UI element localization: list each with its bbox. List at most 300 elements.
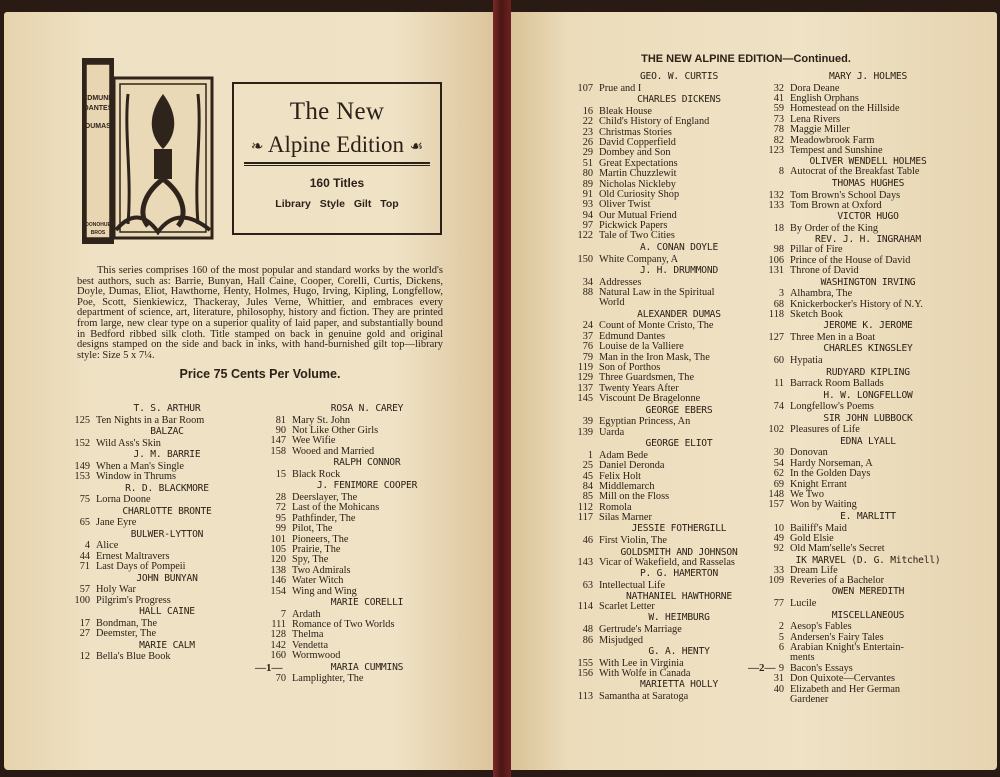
author-heading: GEORGE EBERS: [645, 404, 713, 416]
catalog-number: 109: [768, 575, 784, 587]
book-title: Donovan: [790, 447, 828, 459]
page-number-left: —1—: [255, 662, 283, 674]
book-title: Natural Law in the Spiritual: [599, 287, 715, 298]
catalog-number: 139: [577, 426, 593, 438]
book-title: Thelma: [292, 629, 324, 641]
book-title: Viscount De Bragelonne: [599, 393, 701, 405]
book-title: Meadowbrook Farm: [790, 134, 875, 146]
catalog-entry: [773, 673, 946, 685]
book-title: Knight Errant: [790, 478, 847, 490]
catalog-number: 133: [768, 199, 784, 211]
author-heading: J. H. DRUMMOND: [639, 264, 719, 276]
catalog-entry: [577, 253, 759, 265]
author-heading: OLIVER WENDELL HOLMES: [809, 156, 927, 168]
catalog-number: 95: [275, 512, 286, 524]
book-title: Wild Ass's Skin: [96, 437, 161, 449]
catalog-number: 44: [79, 550, 90, 562]
book-title: Mill on the Floss: [599, 491, 670, 503]
book-title: Wee Wifie: [292, 435, 336, 447]
catalog-number: 41: [773, 93, 784, 105]
book-title: Scarlet Letter: [599, 601, 655, 613]
book-title: Andersen's Fairy Tales: [790, 631, 884, 643]
book-title: Reveries of a Bachelor: [790, 575, 885, 587]
catalog-number: 59: [773, 103, 784, 115]
author-heading: MARIA CUMMINS: [330, 661, 404, 673]
catalog-entry: [768, 265, 946, 277]
catalog-number: 24: [582, 320, 593, 332]
book-title: Gertrude's Marriage: [599, 624, 682, 636]
author-heading: MISCELLANEOUS: [831, 609, 905, 621]
book-title: Two Admirals: [292, 564, 351, 576]
book-title: Wormwood: [292, 650, 341, 662]
catalog-number: 123: [768, 145, 784, 157]
book-title: Nicholas Nickleby: [599, 178, 676, 190]
book-title: Count of Monte Cristo, The: [599, 320, 714, 332]
book-title: Pathfinder, The: [292, 512, 356, 524]
spine-text-line-1: EDMUND: [82, 95, 114, 102]
author-heading: THOMAS HUGHES: [831, 177, 905, 189]
catalog-number: 65: [79, 517, 90, 529]
book-title: Pilot, The: [292, 523, 333, 535]
book-gutter: [493, 0, 511, 777]
book-title: Elizabeth and Her German: [790, 683, 901, 695]
catalog-number: 113: [577, 691, 593, 703]
author-heading: T. S. ARTHUR: [133, 403, 201, 414]
author-heading: ALEXANDER DUMAS: [637, 308, 721, 320]
catalog-number: 97: [582, 220, 593, 232]
series-title-text: Alpine Edition: [267, 132, 404, 157]
catalog-number: 72: [275, 502, 286, 514]
catalog-number: 9: [778, 662, 784, 674]
catalog-number: 76: [582, 341, 593, 353]
book-title: Middlemarch: [599, 480, 655, 492]
catalog-number: 1: [587, 449, 593, 461]
book-title: Maggie Miller: [790, 124, 850, 136]
catalog-number: 143: [577, 556, 593, 568]
catalog-number: 120: [270, 554, 286, 566]
catalog-number: 54: [773, 457, 784, 469]
catalog-number: 90: [275, 425, 286, 437]
catalog-number: 69: [773, 478, 784, 490]
catalog-number: 5: [778, 631, 784, 643]
catalog-number: 148: [768, 489, 784, 501]
catalog-number: 146: [270, 575, 286, 587]
catalog-entry: [774, 378, 946, 390]
catalog-number: 60: [773, 355, 784, 367]
catalog-entry: [768, 309, 946, 320]
catalog-number: 155: [577, 657, 593, 669]
book-title: Aesop's Fables: [790, 621, 852, 633]
book-title: Uarda: [599, 426, 625, 438]
catalog-number: 106: [768, 254, 784, 266]
author-heading: JOHN BUNYAN: [136, 572, 198, 584]
book-title: Prairie, The: [292, 543, 341, 555]
book-title: David Copperfield: [599, 136, 676, 148]
catalog-number: 98: [773, 244, 784, 256]
catalog-entry: [577, 230, 759, 242]
catalog-number: 68: [773, 298, 784, 310]
book-title: Three Men in a Boat: [790, 332, 876, 344]
catalog-number: 33: [773, 564, 784, 576]
left-column-2: [270, 403, 442, 685]
spine-text-line-5: BROS: [90, 230, 106, 236]
catalog-entry: [768, 199, 946, 211]
book-title: Daniel Deronda: [599, 460, 665, 472]
book-title: Bella's Blue Book: [96, 651, 171, 663]
catalog-number: 84: [582, 480, 593, 492]
book-title: Misjudged: [599, 634, 644, 646]
catalog-number: 75: [79, 494, 90, 506]
book-title: English Orphans: [790, 93, 859, 105]
author-heading: A. CONAN DOYLE: [639, 241, 719, 253]
book-title: Pickwick Papers: [599, 220, 668, 232]
catalog-number: 88: [582, 287, 593, 298]
book-title: Prince of the House of David: [790, 254, 911, 266]
book-title: Prue and I: [599, 82, 642, 94]
book-title: Dombey and Son: [599, 147, 671, 159]
author-heading: GEO. W. CURTIS: [639, 71, 719, 82]
author-heading: HALL CAINE: [139, 606, 195, 618]
book-title: Dora Deane: [790, 82, 840, 94]
catalog-entry: [270, 575, 442, 587]
page-heading: THE NEW ALPINE EDITION—Continued.: [641, 53, 851, 65]
book-title: Louise de la Valliere: [599, 341, 684, 353]
catalog-number: 149: [74, 460, 90, 472]
catalog-number: 48: [582, 624, 593, 636]
catalog-number: 26: [582, 136, 593, 148]
book-title: When a Man's Single: [96, 460, 184, 472]
book-title: Silas Marner: [599, 512, 652, 524]
author-heading: VICTOR HUGO: [837, 211, 899, 223]
catalog-number: 128: [270, 629, 286, 641]
catalog-number: 37: [582, 330, 593, 342]
catalog-entry: [79, 494, 238, 506]
catalog-number: 77: [773, 598, 784, 610]
book-title: Homestead on the Hillside: [790, 103, 900, 115]
book-title: Intellectual Life: [599, 579, 666, 591]
book-title: Pioneers, The: [292, 533, 349, 545]
catalog-number: 92: [773, 543, 784, 555]
author-heading: P. G. HAMERTON: [639, 567, 719, 579]
catalog-number: 62: [773, 468, 784, 480]
catalog-entry: [582, 624, 759, 636]
title-rule: [244, 162, 430, 166]
book-title: Edmund Dantes: [599, 330, 666, 342]
catalog-number: 94: [582, 209, 593, 221]
book-title: Arabian Knight's Entertain-: [790, 642, 904, 653]
catalog-number: 8: [778, 166, 784, 178]
author-heading: J. M. BARRIE: [133, 449, 201, 461]
catalog-number: 25: [582, 460, 593, 472]
book-title: Martin Chuzzlewit: [599, 168, 677, 180]
catalog-number: 71: [79, 561, 90, 573]
catalog-number: 138: [270, 564, 286, 576]
book-title: Jane Eyre: [96, 517, 137, 529]
catalog-entry: [577, 601, 759, 613]
author-heading: CHARLES KINGSLEY: [823, 343, 913, 355]
catalog-number: 150: [577, 253, 593, 265]
catalog-number: 153: [74, 471, 90, 483]
catalog-entry: [577, 82, 759, 94]
catalog-number: 70: [275, 673, 286, 685]
author-heading: J. FENIMORE COOPER: [316, 480, 418, 492]
book-title: Bailiff's Maid: [790, 522, 847, 534]
author-heading: H. W. LONGFELLOW: [823, 389, 913, 401]
catalog-entry: [768, 575, 946, 587]
catalog-number: 117: [577, 512, 593, 524]
book-title: Christmas Stories: [599, 126, 672, 138]
book-title: Ten Nights in a Bar Room: [96, 414, 205, 426]
catalog-number: 39: [582, 416, 593, 428]
catalog-number: 12: [79, 651, 90, 663]
book-title: Alhambra, The: [790, 288, 853, 300]
author-heading: MARY J. HOLMES: [828, 71, 908, 82]
catalog-entry: [582, 116, 759, 128]
catalog-entry: [768, 424, 946, 436]
book-title: Deerslayer, The: [292, 492, 358, 504]
catalog-number: 122: [577, 230, 593, 242]
author-heading: G. A. HENTY: [648, 645, 710, 657]
book-title: By Order of the King: [790, 222, 879, 234]
book-title: World: [599, 297, 625, 309]
book-title: With Lee in Virginia: [599, 657, 684, 669]
catalog-number: 46: [582, 535, 593, 547]
book-title: Sketch Book: [790, 309, 843, 320]
catalog-entry: [768, 145, 946, 157]
book-title: Oliver Twist: [599, 199, 651, 211]
price-heading: Price 75 Cents Per Volume.: [179, 367, 341, 381]
catalog-entry: [778, 166, 946, 178]
catalog-number: 93: [582, 199, 593, 211]
author-heading: JESSIE FOTHERGILL: [631, 523, 727, 535]
catalog-number: 18: [773, 222, 784, 234]
catalog-number: 10: [773, 522, 784, 534]
catalog-entry: [74, 414, 238, 426]
book-title: ments: [790, 652, 815, 664]
spine-text-line-4: DONOHUE: [85, 222, 111, 228]
book-title: Romance of Two Worlds: [292, 619, 395, 630]
catalog-number: 152: [74, 437, 90, 449]
book-title: Last Days of Pompeii: [96, 561, 186, 573]
catalog-entry: [790, 695, 946, 705]
catalog-number: 156: [577, 667, 593, 679]
page-number-right: —2—: [748, 662, 776, 674]
book-title: Vendetta: [292, 639, 329, 651]
book-title: Holy War: [96, 584, 136, 596]
left-column-1: [74, 403, 238, 663]
book-title: Hypatia: [790, 355, 823, 367]
book-emblem-illustration: [78, 54, 218, 248]
book-title: With Wolfe in Canada: [599, 667, 691, 679]
book-title: Won by Waiting: [790, 499, 857, 511]
author-heading: EDNA LYALL: [840, 435, 896, 447]
catalog-number: 157: [768, 499, 784, 511]
book-title: Ardath: [292, 608, 321, 620]
catalog-number: 31: [773, 673, 784, 685]
catalog-number: 4: [84, 540, 90, 552]
book-title: Knickerbocker's History of N.Y.: [790, 298, 923, 310]
catalog-number: 34: [582, 276, 593, 288]
catalog-entry: [577, 691, 759, 703]
catalog-number: 160: [270, 650, 286, 662]
author-heading: RALPH CONNOR: [333, 457, 401, 469]
catalog-number: 15: [275, 468, 286, 480]
catalog-number: 63: [582, 579, 593, 591]
catalog-number: 51: [582, 157, 593, 169]
catalog-number: 16: [582, 105, 593, 117]
catalog-entry: [582, 460, 759, 472]
catalog-number: 147: [270, 435, 286, 447]
catalog-number: 78: [773, 124, 784, 136]
book-title: Vicar of Wakefield, and Rasselas: [599, 556, 735, 568]
author-heading: R. D. BLACKMORE: [125, 482, 209, 494]
book-title: Not Like Other Girls: [292, 425, 379, 437]
catalog-number: 82: [773, 134, 784, 146]
author-heading: OWEN MEREDITH: [831, 586, 905, 598]
catalog-entry: [275, 468, 442, 480]
book-title: Don Quixote—Cervantes: [790, 673, 895, 685]
catalog-number: 81: [275, 414, 286, 426]
catalog-number: 49: [773, 532, 784, 544]
book-title: Child's History of England: [599, 116, 710, 128]
book-title: Longfellow's Poems: [790, 401, 874, 413]
catalog-entry: [79, 561, 238, 573]
catalog-number: 132: [768, 189, 784, 201]
catalog-entry: [270, 650, 442, 662]
author-heading: RUDYARD KIPLING: [826, 366, 910, 378]
author-heading: JEROME K. JEROME: [823, 320, 913, 332]
catalog-entry: [79, 628, 238, 640]
catalog-entry: [79, 517, 238, 529]
catalog-entry: [582, 168, 759, 180]
catalog-number: 91: [582, 188, 593, 200]
book-title: Throne of David: [790, 265, 859, 277]
book-title: Lorna Doone: [96, 494, 151, 506]
book-title: Gardener: [790, 693, 829, 705]
catalog-number: 40: [773, 683, 784, 695]
book-title: Great Expectations: [599, 157, 678, 169]
catalog-number: 154: [270, 585, 286, 597]
book-title: Bacon's Essays: [790, 662, 853, 674]
catalog-entry: [577, 667, 759, 679]
book-title: Man in the Iron Mask, The: [599, 351, 710, 363]
catalog-number: 102: [768, 424, 784, 436]
catalog-entry: [74, 594, 238, 606]
catalog-number: 85: [582, 491, 593, 503]
book-title: Tom Brown's School Days: [790, 189, 901, 201]
author-heading: ROSA N. CAREY: [330, 403, 404, 414]
book-title: Autocrat of the Breakfast Table: [790, 166, 920, 178]
catalog-number: 73: [773, 113, 784, 125]
catalog-number: 142: [270, 639, 286, 651]
catalog-entry: [582, 535, 759, 547]
book-title: Alice: [96, 540, 119, 552]
book-title: First Violin, The: [599, 535, 667, 547]
book-title: Twenty Years After: [599, 382, 679, 394]
catalog-number: 79: [582, 351, 593, 363]
book-title: Three Guardsmen, The: [599, 372, 695, 384]
author-heading: MARIE CALM: [139, 639, 195, 651]
fleuron-right-icon: ☙: [409, 139, 424, 156]
catalog-number: 86: [582, 634, 593, 646]
catalog-number: 107: [577, 82, 593, 94]
book-title: Lena Rivers: [790, 113, 841, 125]
book-title: Old Mam'selle's Secret: [790, 543, 885, 555]
catalog-number: 11: [774, 378, 784, 390]
catalog-number: 27: [79, 628, 90, 640]
author-heading: REV. J. H. INGRAHAM: [815, 234, 921, 246]
catalog-number: 7: [280, 608, 286, 620]
catalog-number: 23: [582, 126, 593, 138]
book-title: Tempest and Sunshine: [790, 145, 883, 157]
book-title: In the Golden Days: [790, 468, 871, 480]
author-heading: E. MARLITT: [840, 510, 896, 522]
book-title: Mary St. John: [292, 414, 351, 426]
author-heading: NATHANIEL HAWTHORNE: [626, 591, 732, 603]
catalog-entry: [599, 298, 759, 308]
book-title: Old Curiosity Shop: [599, 188, 680, 200]
catalog-entry: [79, 651, 238, 663]
style-line: Library Style Gilt Top: [275, 198, 399, 210]
book-title: Lucile: [790, 598, 817, 610]
catalog-number: 127: [768, 332, 784, 344]
catalog-number: 112: [577, 501, 593, 513]
author-heading: MARIETTA HOLLY: [639, 679, 719, 691]
book-title: White Company, A: [599, 253, 679, 265]
right-column-1: [577, 71, 759, 703]
spine-text-line-3: DUMAS: [85, 123, 111, 130]
catalog-number: 125: [74, 414, 90, 426]
catalog-entry: [74, 437, 238, 449]
catalog-entry: [768, 332, 946, 344]
catalog-entry: [773, 543, 946, 555]
catalog-number: 89: [582, 178, 593, 190]
catalog-number: 74: [773, 401, 784, 413]
catalog-number: 57: [79, 584, 90, 596]
catalog-number: 6: [778, 642, 784, 653]
book-title: Spy, The: [292, 554, 329, 566]
catalog-number: 119: [577, 362, 593, 374]
book-title: Barrack Room Ballads: [790, 378, 884, 390]
catalog-number: 114: [577, 601, 593, 613]
titles-count: 160 Titles: [309, 176, 365, 190]
catalog-number: 3: [778, 288, 784, 300]
catalog-number: 17: [79, 617, 90, 629]
catalog-entry: [577, 393, 759, 405]
author-heading: BULWER-LYTTON: [130, 528, 204, 540]
catalog-number: 22: [582, 116, 593, 128]
book-title: Egyptian Princess, An: [599, 416, 691, 428]
series-title-box: [232, 82, 442, 235]
book-title: Deemster, The: [96, 628, 157, 640]
author-heading: WASHINGTON IRVING: [820, 276, 916, 288]
author-heading: IK MARVEL (D. G. Mitchell): [795, 554, 941, 566]
catalog-entry: [270, 585, 442, 597]
catalog-number: 2: [778, 621, 784, 633]
book-title: Tale of Two Cities: [599, 230, 675, 242]
catalog-number: 28: [275, 492, 286, 504]
fleuron-left-icon: ❧: [250, 139, 264, 156]
book-title: Dream Life: [790, 564, 838, 576]
book-title: Wooed and Married: [292, 445, 375, 457]
catalog-entry: [768, 499, 946, 511]
book-title: Addresses: [599, 276, 642, 288]
book-title: Pleasures of Life: [790, 424, 860, 436]
book-title: Gold Elsie: [790, 532, 834, 544]
book-title: We Two: [790, 489, 825, 501]
catalog-number: 137: [577, 382, 593, 394]
book-title: Black Rock: [292, 468, 341, 480]
